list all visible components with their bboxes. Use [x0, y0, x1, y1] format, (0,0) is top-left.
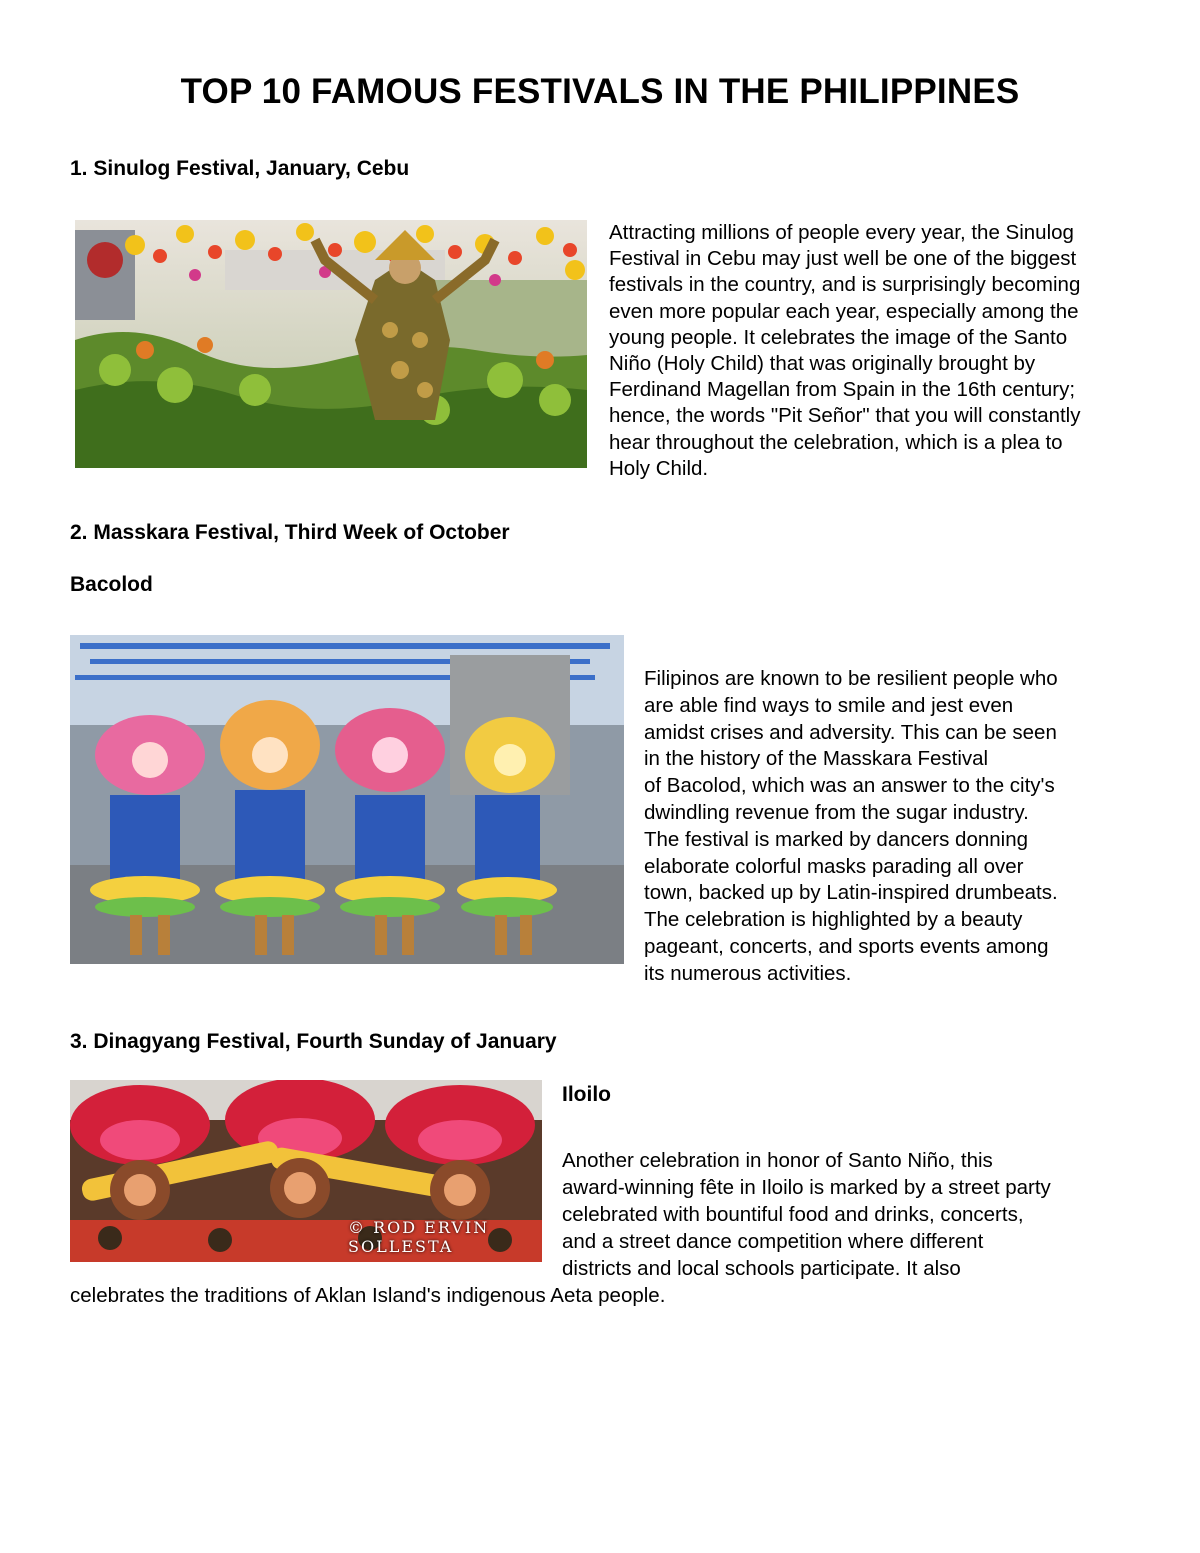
section-1-description: Attracting millions of people every year, the Sinulog Festival in Cebu may just well be one of the biggest festivals in the country, and is surprisingly becoming even more popular each year, especially among the young people. It celebrates the image of the Santo Niño (Holy Child) that was originally brought by Ferdinand Magellan from Spain in the 16th century; hence, the words "Pit Señor" that you will constantly hear throughout the celebration, which is a plea to Holy Child.: [609, 221, 1081, 480]
section-3-description-wrap: celebrates the traditions of Aklan Island's indigenous Aeta people.: [70, 1284, 666, 1307]
section-2-description: Filipinos are known to be resilient people who are able find ways to smile and jest even amidst crises and adversity. This can be seen in the history of the Masskara Festival of Bacolod, which was an answer to the city's dwindling revenue from the sugar industry. The festival is marked by dancers donning elaborate colorful masks parading all over town, backed up by Latin-inspired drumbeats. The celebration is highlighted by a beauty pageant, concerts, and sports events among its numerous activities.: [644, 667, 1058, 985]
section-3-description: Another celebration in honor of Santo Niño, this award-winning fête in Iloilo is marked by a street party celebrated with bountiful food and drinks, concerts, and a street dance competition where different districts and local schools participate. It also: [562, 1149, 1051, 1280]
section-3-location: Iloilo: [562, 1083, 611, 1106]
page-title: TOP 10 FAMOUS FESTIVALS IN THE PHILIPPINES: [180, 72, 1020, 111]
sinulog-street-dancer-photo: [75, 220, 587, 468]
section-2-heading: 2. Masskara Festival, Third Week of October: [70, 521, 510, 544]
section-2-location: Bacolod: [70, 573, 153, 596]
dinagyang-tribal-dancers-photo: [70, 1080, 542, 1262]
section-3-heading: 3. Dinagyang Festival, Fourth Sunday of January: [70, 1030, 557, 1053]
section-1-heading: 1. Sinulog Festival, January, Cebu: [70, 157, 410, 180]
photo-watermark: © ROD ERVIN SOLLESTA: [348, 1218, 490, 1256]
masskara-masked-dancers-photo: [70, 635, 624, 964]
